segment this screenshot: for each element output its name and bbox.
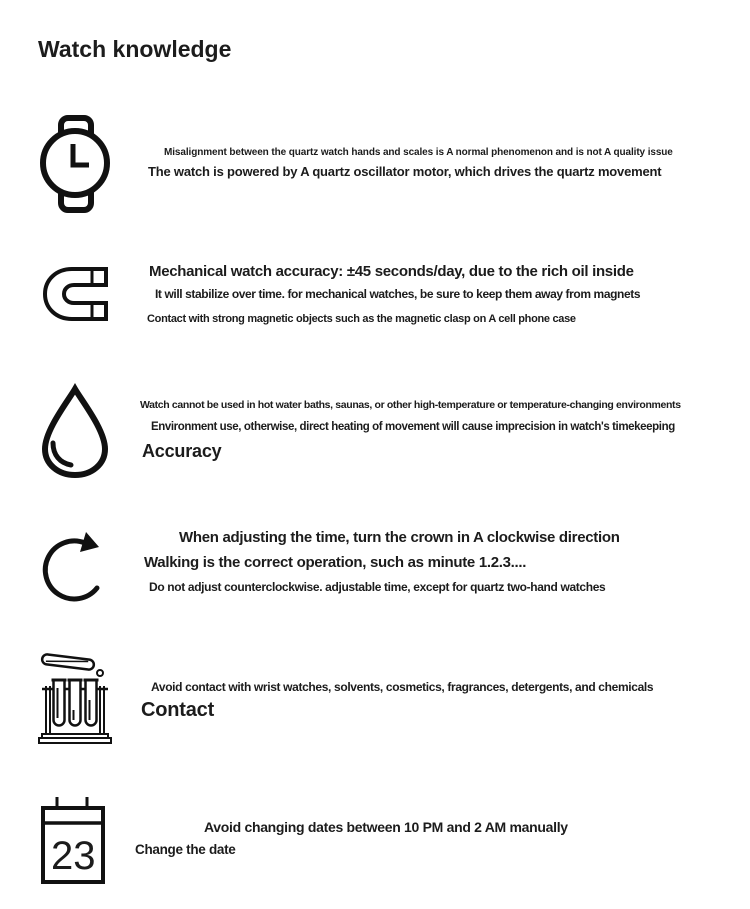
note-line: Avoid contact with wrist watches, solvents, cosmetics, fragrances, detergents, and chemicals [151, 680, 654, 694]
note-line: Do not adjust counterclockwise. adjustable time, except for quartz two-hand watches [149, 580, 606, 594]
water-drop-icon [38, 383, 112, 480]
note-line: Environment use, otherwise, direct heating of movement will cause imprecision in watch's timekeeping [151, 421, 675, 433]
rotate-clockwise-icon [40, 528, 110, 610]
note-line: When adjusting the time, turn the crown in A clockwise direction [179, 529, 620, 546]
note-line: It will stabilize over time. for mechanical watches, be sure to keep them away from magnets [155, 287, 641, 301]
page-title: Watch knowledge [38, 36, 232, 62]
note-line: The watch is powered by A quartz oscillator motor, which drives the quartz movement [148, 164, 662, 179]
watch-icon [40, 114, 110, 214]
note-line: Watch cannot be used in hot water baths, saunas, or other high-temperature or temperature-changing environments [140, 399, 681, 411]
section-heading: Contact [141, 699, 215, 721]
note-line: Mechanical watch accuracy: ±45 seconds/day, due to the rich oil inside [149, 263, 634, 280]
note-line: Walking is the correct operation, such as minute 1.2.3.... [144, 554, 527, 571]
calendar-icon [40, 795, 106, 886]
magnet-icon [42, 266, 110, 322]
calendar-day-number: 23 [51, 834, 96, 878]
test-tubes-icon [38, 648, 112, 745]
section-heading: Accuracy [142, 441, 222, 461]
note-line: Avoid changing dates between 10 PM and 2 AM manually [204, 819, 568, 835]
note-line: Contact with strong magnetic objects such as the magnetic clasp on A cell phone case [147, 313, 576, 325]
note-line: Change the date [135, 842, 236, 857]
note-line: Misalignment between the quartz watch hands and scales is A normal phenomenon and is not A quality issue [164, 147, 673, 158]
